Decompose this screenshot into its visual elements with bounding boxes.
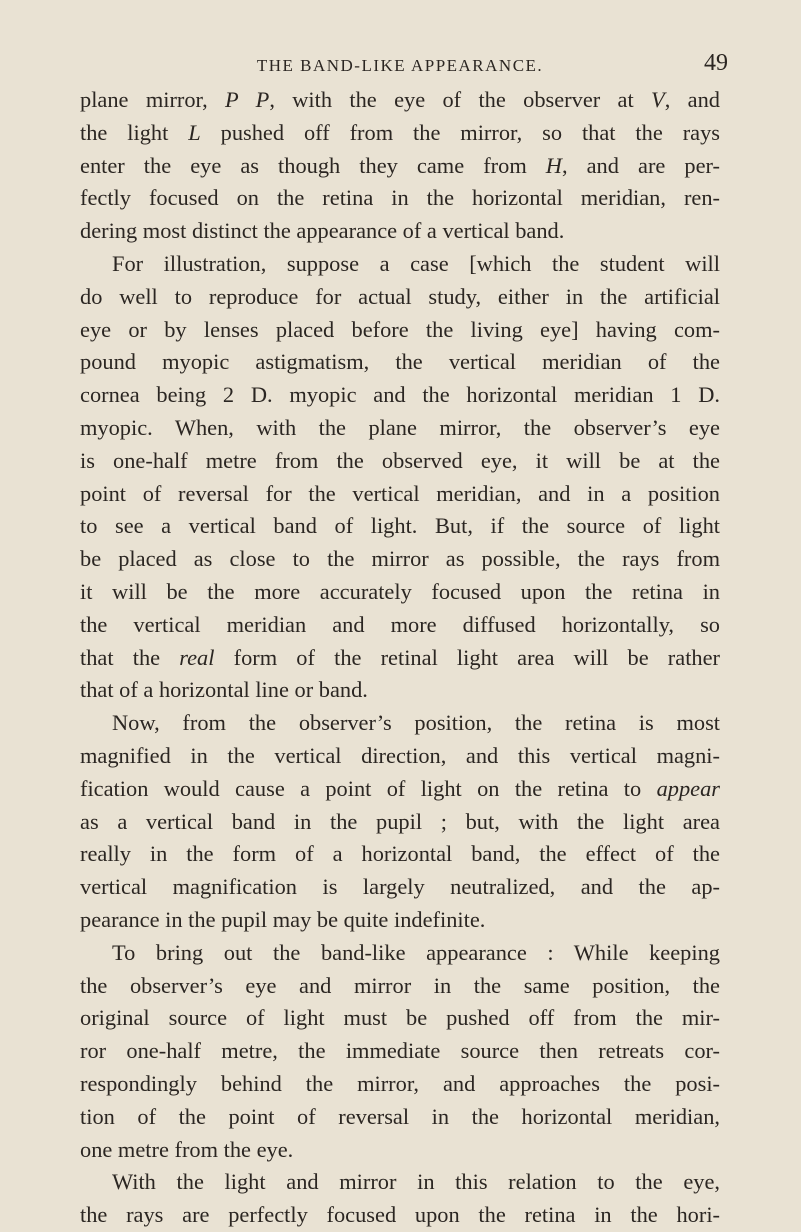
text-run: one metre from the eye.: [80, 1136, 294, 1162]
text-line: [80, 707, 720, 740]
text-line: [80, 970, 720, 1003]
italic-text: appear: [656, 775, 720, 801]
text-run: , and are per-: [561, 152, 720, 178]
text-run: the observer’s eye and mirror in the same position, the: [80, 972, 720, 998]
italic-text: P P: [225, 87, 270, 112]
text-run: myopic. When, with the plane mirror, the observer’s eye: [80, 414, 720, 440]
italic-text: H: [545, 152, 562, 178]
text-line: [80, 1068, 720, 1101]
text-run: form of the retinal light area will be rather: [214, 644, 721, 670]
text-line: [80, 1199, 720, 1232]
text-run: ror one-half metre, the immediate source then retreats cor-: [80, 1038, 720, 1064]
text-line: [80, 445, 720, 478]
body-text: [80, 84, 720, 1232]
text-line: [80, 248, 720, 281]
text-run: cornea being 2 D. myopic and the horizontal meridian 1 D.: [80, 382, 720, 408]
text-run: For illustration, suppose a case [which the student will: [112, 250, 720, 276]
text-line: [80, 314, 720, 347]
text-run: is one-half metre from the observed eye, it will be at the: [80, 447, 720, 473]
text-run: that of a horizontal line or band.: [80, 677, 368, 703]
text-run: enter the eye as though they came from: [80, 152, 546, 178]
text-line: [80, 609, 720, 642]
page-number: 49: [704, 50, 728, 76]
text-run: To bring out the band-like appearance : While keeping: [112, 939, 720, 965]
text-run: original source of light must be pushed off from the mir-: [80, 1005, 720, 1031]
running-title: THE BAND-LIKE APPEARANCE.: [256, 56, 544, 75]
text-line: [80, 543, 720, 576]
text-line: [80, 642, 720, 675]
text-line: [80, 838, 720, 871]
text-line: [80, 510, 720, 543]
paragraph: [80, 937, 720, 1167]
text-line: [80, 674, 720, 707]
text-line: [80, 773, 720, 806]
text-run: eye or by lenses placed before the living eye] having com-: [80, 316, 720, 342]
italic-text: V: [651, 87, 665, 112]
text-run: plane mirror,: [80, 87, 226, 112]
italic-text: L: [188, 119, 201, 145]
text-line: [80, 281, 720, 314]
text-run: tion of the point of reversal in the horizontal meridian,: [80, 1103, 720, 1129]
running-head: [80, 50, 728, 80]
text-line: [80, 150, 720, 183]
text-line: [80, 346, 720, 379]
text-line: [80, 871, 720, 904]
text-run: vertical magnification is largely neutralized, and the ap-: [80, 874, 720, 900]
text-run: fectly focused on the retina in the horizontal meridian, ren-: [80, 185, 720, 211]
text-line: [80, 740, 720, 773]
text-run: Now, from the observer’s position, the retina is most: [112, 710, 720, 736]
text-line: [80, 478, 720, 511]
text-run: that the: [80, 644, 180, 670]
text-line: [80, 576, 720, 609]
text-line: [80, 937, 720, 970]
text-run: point of reversal for the vertical meridian, and in a position: [80, 480, 720, 506]
text-line: [80, 1002, 720, 1035]
text-run: do well to reproduce for actual study, either in the artificial: [80, 283, 720, 309]
paragraph: [80, 84, 720, 248]
text-run: , and: [664, 87, 720, 112]
text-run: be placed as close to the mirror as possible, the rays from: [80, 546, 720, 572]
text-line: [80, 806, 720, 839]
text-run: as a vertical band in the pupil ; but, with the light area: [80, 808, 720, 834]
text-run: to see a vertical band of light. But, if the source of light: [80, 513, 720, 539]
text-run: the light: [80, 119, 189, 145]
text-run: pushed off from the mirror, so that the rays: [200, 119, 721, 145]
text-run: it will be the more accurately focused upon the retina in: [80, 578, 720, 604]
text-run: pearance in the pupil may be quite indefinite.: [80, 906, 486, 932]
text-run: pound myopic astigmatism, the vertical meridian of the: [80, 349, 720, 375]
text-line: [80, 182, 720, 215]
text-line: [80, 904, 720, 937]
text-line: [80, 215, 720, 248]
text-run: fication would cause a point of light on the retina to: [80, 775, 657, 801]
italic-text: real: [179, 644, 215, 670]
text-line: [80, 84, 720, 117]
text-line: [80, 412, 720, 445]
text-line: [80, 1035, 720, 1068]
text-run: , with the eye of the observer at: [269, 87, 652, 112]
text-run: respondingly behind the mirror, and approaches the posi-: [80, 1070, 720, 1096]
text-line: [80, 1101, 720, 1134]
text-line: [80, 379, 720, 412]
text-run: With the light and mirror in this relation to the eye,: [112, 1169, 720, 1195]
text-run: magnified in the vertical direction, and this vertical magni-: [80, 742, 720, 768]
text-line: [80, 117, 720, 150]
text-run: really in the form of a horizontal band, the effect of the: [80, 841, 720, 867]
text-line: [80, 1166, 720, 1199]
text-run: dering most distinct the appearance of a vertical band.: [80, 218, 565, 244]
text-run: the rays are perfectly focused upon the retina in the hori-: [80, 1202, 720, 1228]
text-run: the vertical meridian and more diffused horizontally, so: [80, 611, 720, 637]
paragraph: [80, 707, 720, 937]
paragraph: [80, 1166, 720, 1232]
text-line: [80, 1134, 720, 1167]
paragraph: [80, 248, 720, 707]
